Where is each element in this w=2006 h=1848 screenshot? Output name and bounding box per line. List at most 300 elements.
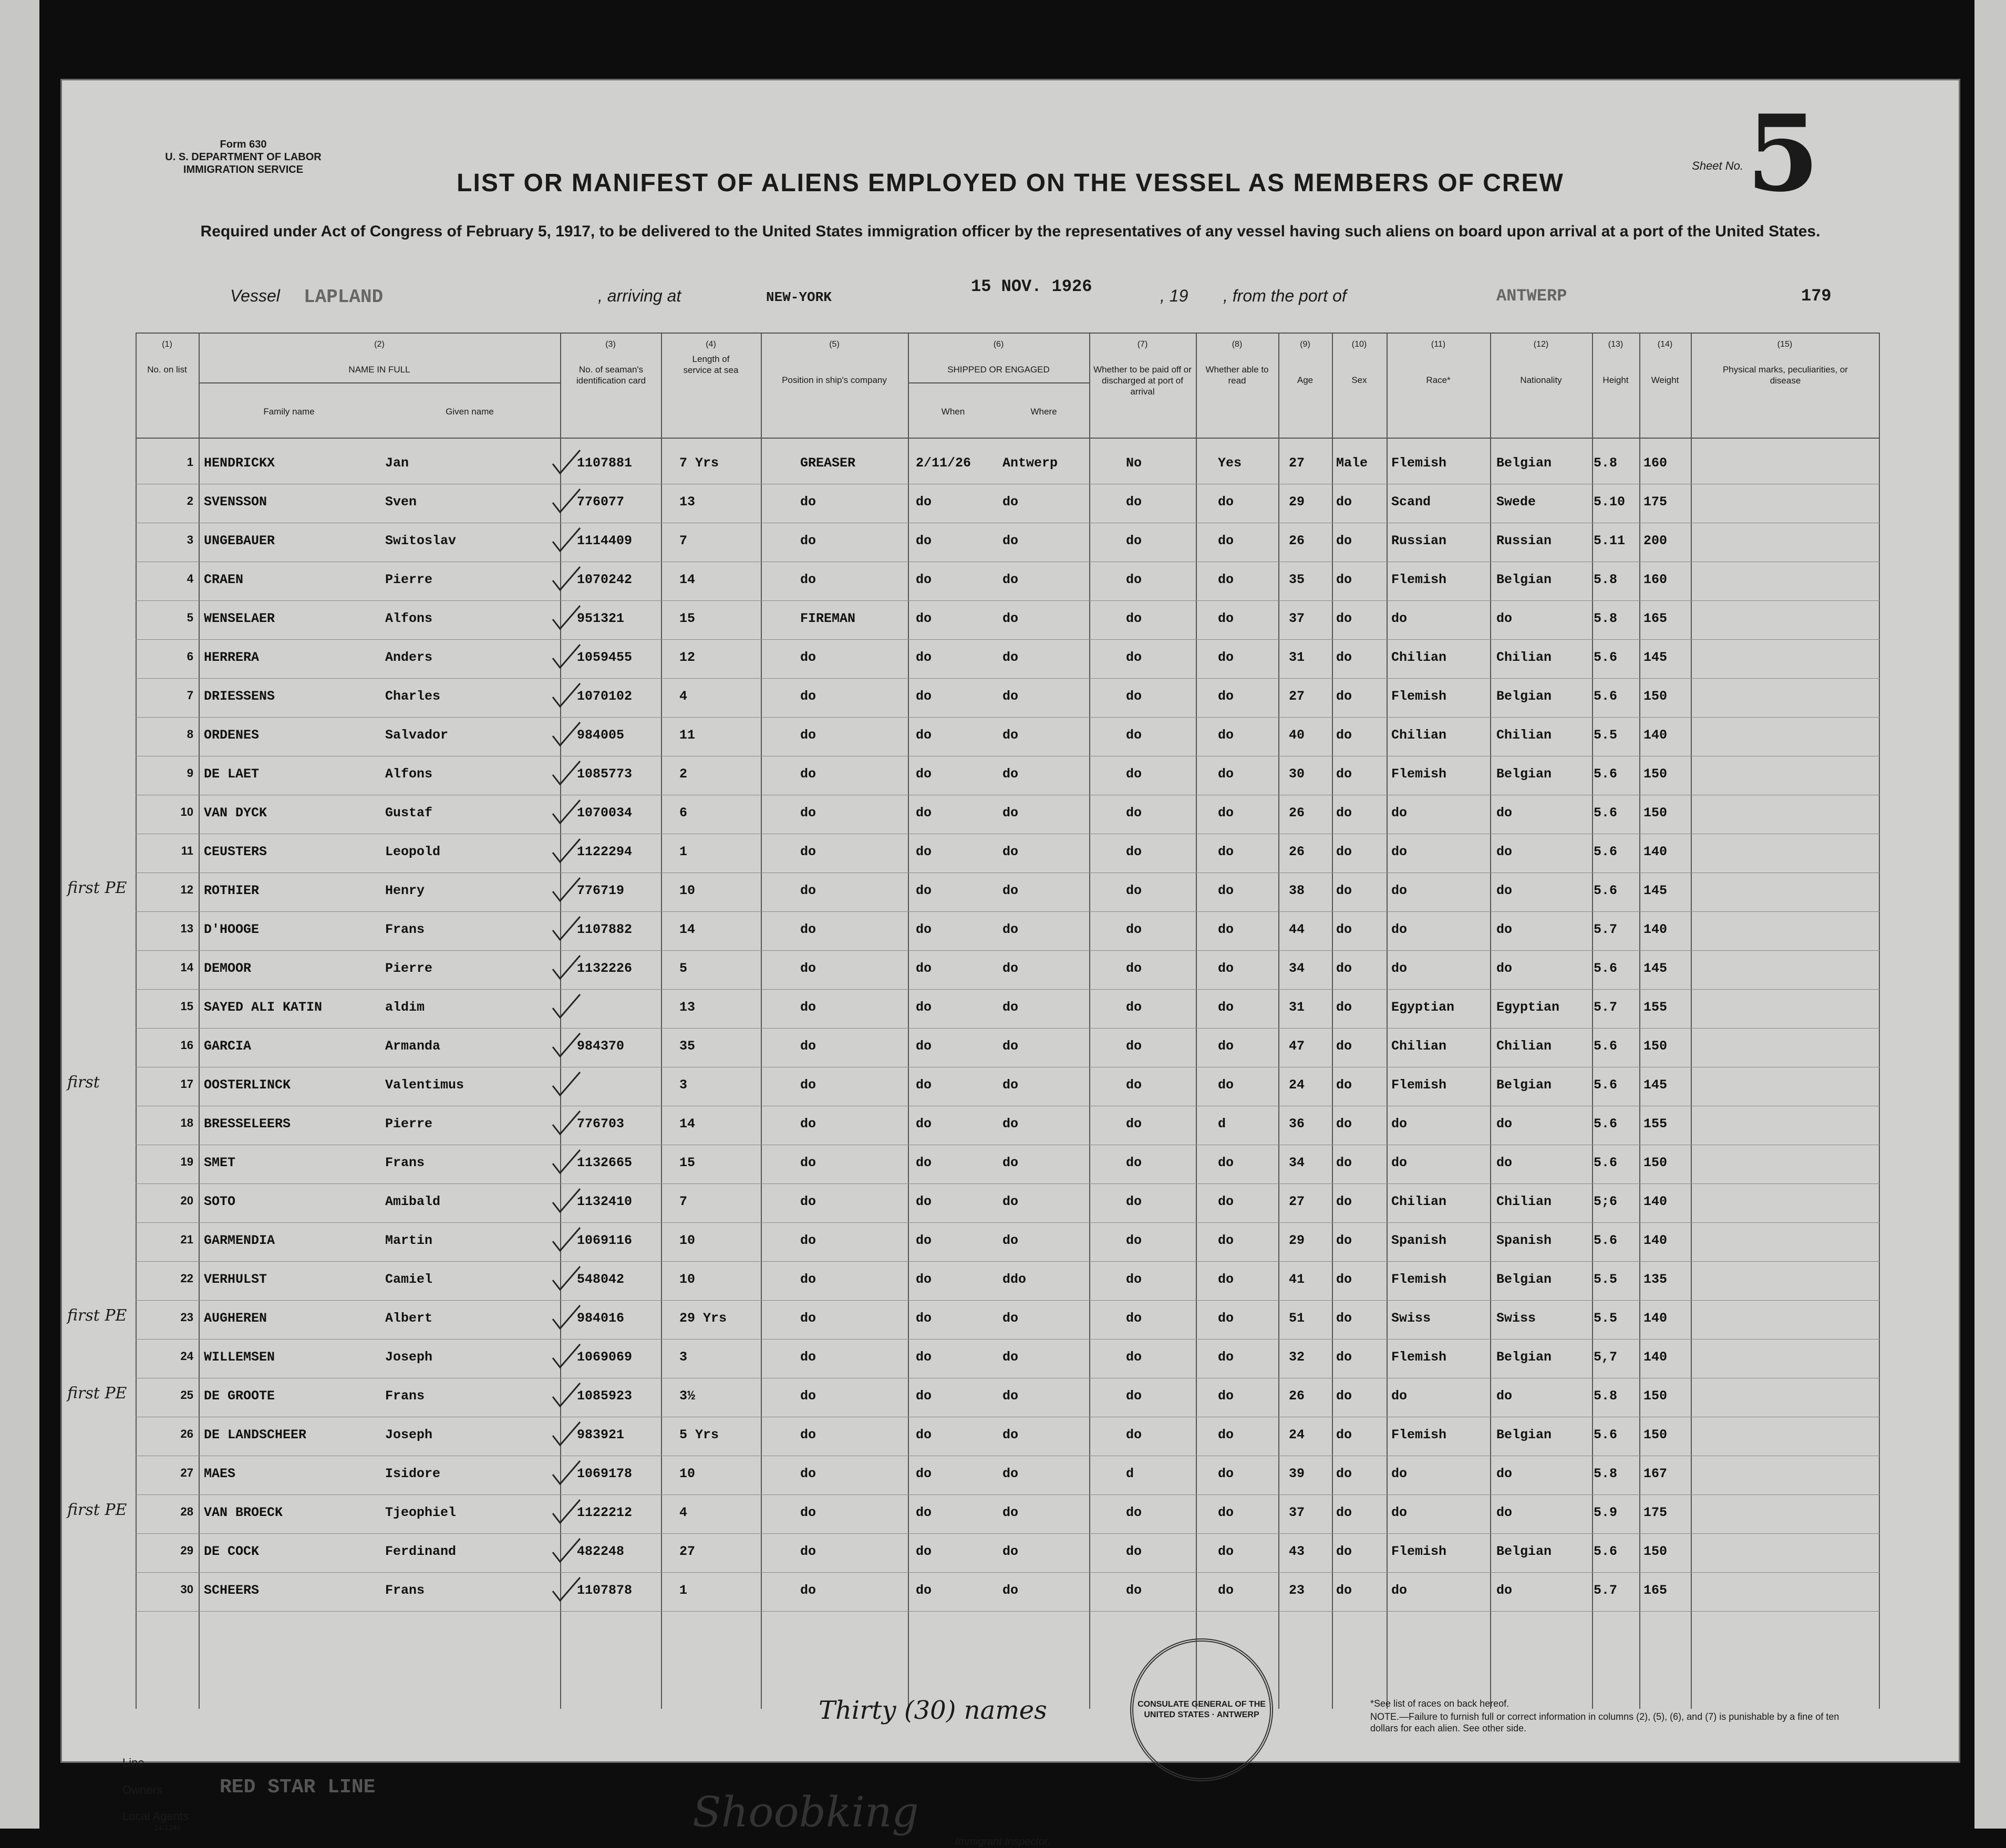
family-name-cell: SVENSSON (204, 494, 267, 510)
check-mark-icon (551, 1187, 577, 1213)
sex-cell: do (1336, 1311, 1352, 1326)
able-to-read-cell: do (1218, 844, 1234, 859)
header-sex: Sex (1351, 375, 1367, 385)
list-number-cell: 13 (180, 922, 193, 935)
height-cell: 5.6 (1594, 1233, 1618, 1248)
table-row (136, 445, 1880, 484)
ship-position-cell: do (800, 1466, 816, 1481)
weight-cell: 145 (1643, 961, 1668, 976)
list-number-cell: 14 (180, 961, 193, 974)
id-card-number-cell: 482248 (577, 1544, 625, 1559)
nationality-cell: Chilian (1496, 728, 1552, 743)
nationality-cell: Belgian (1496, 689, 1552, 704)
race-cell: do (1391, 1116, 1408, 1131)
form-code: 14-1240 (154, 1823, 181, 1832)
shipped-when-cell: do (916, 1311, 932, 1326)
column-number: (9) (1300, 340, 1310, 349)
weight-cell: 150 (1643, 1544, 1668, 1559)
service-length-cell: 15 (679, 611, 696, 626)
age-cell: 26 (1289, 533, 1305, 548)
sex-cell: do (1336, 533, 1352, 548)
paid-off-cell: do (1126, 1272, 1142, 1287)
table-row (136, 1533, 1880, 1573)
nationality-cell: Spanish (1496, 1233, 1552, 1248)
shipped-when-cell: do (916, 572, 932, 587)
nationality-cell: Chilian (1496, 1194, 1552, 1209)
check-mark-icon (551, 1264, 577, 1291)
age-cell: 40 (1289, 728, 1305, 743)
given-name-cell: Alfons (385, 766, 433, 782)
check-mark-icon (551, 837, 577, 863)
shipped-when-cell: do (916, 1155, 932, 1170)
id-card-number-cell: 1107881 (577, 455, 633, 471)
nationality-cell: Swede (1496, 494, 1536, 510)
shipped-when-cell: do (916, 1194, 932, 1209)
shipped-where-cell: do (1002, 844, 1019, 859)
sheet-number: 5 (1746, 92, 1819, 215)
race-cell: do (1391, 922, 1408, 937)
race-cell: do (1391, 883, 1408, 898)
given-name-cell: Leopold (385, 844, 441, 859)
height-cell: 5,7 (1594, 1349, 1618, 1365)
family-name-cell: CRAEN (204, 572, 244, 587)
race-cell: do (1391, 805, 1408, 821)
id-card-number-cell: 1085923 (577, 1388, 633, 1404)
header-shipped: SHIPPED OR ENGAGED (947, 365, 1050, 375)
race-cell: Swiss (1391, 1311, 1431, 1326)
table-row (136, 1222, 1880, 1262)
table-row (136, 834, 1880, 873)
able-to-read-cell: do (1218, 1544, 1234, 1559)
id-card-number-cell: 1085773 (577, 766, 633, 782)
column-number: (4) (706, 340, 716, 349)
table-row (136, 756, 1880, 795)
race-cell: Chilian (1391, 728, 1447, 743)
table-row (136, 873, 1880, 912)
ship-position-cell: do (800, 1505, 816, 1520)
ship-position-cell: do (800, 844, 816, 859)
given-name-cell: Switoslav (385, 533, 457, 548)
header-bottom-rule (136, 438, 1880, 439)
column-number: (5) (829, 340, 840, 349)
header-when: When (941, 407, 965, 417)
list-number-cell: 19 (180, 1155, 193, 1168)
age-cell: 39 (1289, 1466, 1305, 1481)
ship-position-cell: do (800, 572, 816, 587)
age-cell: 51 (1289, 1311, 1305, 1326)
shipped-when-cell: do (916, 844, 932, 859)
service-length-cell: 5 (679, 961, 688, 976)
height-cell: 5.6 (1594, 1427, 1618, 1442)
ship-position-cell: do (800, 961, 816, 976)
column-number: (10) (1351, 340, 1367, 349)
family-name-cell: SMET (204, 1155, 236, 1170)
ship-position-cell: do (800, 689, 816, 704)
paid-off-cell: do (1126, 689, 1142, 704)
service-length-cell: 1 (679, 844, 688, 859)
given-name-cell: Armanda (385, 1039, 441, 1054)
sex-cell: do (1336, 1116, 1352, 1131)
given-name-cell: Pierre (385, 961, 433, 976)
able-to-read-cell: do (1218, 1583, 1234, 1598)
race-cell: Flemish (1391, 455, 1447, 471)
shipped-where-cell: Antwerp (1002, 455, 1058, 471)
height-cell: 5.6 (1594, 844, 1618, 859)
id-card-number-cell: 776703 (577, 1116, 625, 1131)
family-name-cell: SCHEERS (204, 1583, 260, 1598)
height-cell: 5.7 (1594, 1583, 1618, 1598)
id-card-number-cell: 1070242 (577, 572, 633, 587)
ship-position-cell: do (800, 494, 816, 510)
nationality-cell: Belgian (1496, 1427, 1552, 1442)
sheet-label: Sheet No. (1692, 159, 1743, 172)
paid-off-cell: do (1126, 572, 1142, 587)
service-length-cell: 10 (679, 883, 696, 898)
sex-cell: do (1336, 650, 1352, 665)
race-cell: Flemish (1391, 766, 1447, 782)
height-cell: 5.6 (1594, 805, 1618, 821)
id-card-number-cell: 1069069 (577, 1349, 633, 1365)
able-to-read-cell: do (1218, 766, 1234, 782)
list-number-cell: 20 (180, 1194, 193, 1207)
check-mark-icon (551, 1536, 577, 1563)
given-name-cell: Charles (385, 689, 441, 704)
sex-cell: do (1336, 1077, 1352, 1093)
check-mark-icon (551, 1381, 577, 1407)
table-row (136, 1183, 1880, 1223)
arrival-date: 15 NOV. 1926 (971, 277, 1092, 296)
sex-cell: do (1336, 1466, 1352, 1481)
header-height: Height (1602, 375, 1629, 385)
weight-cell: 150 (1643, 1388, 1668, 1404)
line-label: Line (122, 1756, 144, 1769)
paid-off-cell: do (1126, 1000, 1142, 1015)
paid-off-cell: do (1126, 1583, 1142, 1598)
family-name-cell: WILLEMSEN (204, 1349, 275, 1365)
race-cell: do (1391, 844, 1408, 859)
penalty-note: NOTE.—Failure to furnish full or correct information in columns (2), (5), (6), and (7) is punishable by a fine of ten dollars for each alien. See other side. (1370, 1711, 1839, 1733)
paid-off-cell: do (1126, 728, 1142, 743)
nationality-cell: do (1496, 805, 1513, 821)
race-cell: Flemish (1391, 1077, 1447, 1093)
family-name-cell: OOSTERLINCK (204, 1077, 291, 1093)
check-mark-icon (551, 1070, 577, 1096)
shipped-when-cell: do (916, 689, 932, 704)
list-number-cell: 25 (180, 1388, 193, 1401)
consulate-seal (1130, 1638, 1273, 1781)
ship-position-cell: do (800, 1583, 816, 1598)
given-name-cell: Sven (385, 494, 417, 510)
given-name-cell: Henry (385, 883, 425, 898)
list-number-cell: 9 (187, 766, 193, 780)
race-cell: Flemish (1391, 572, 1447, 587)
header-service: Length of service at sea (683, 354, 739, 375)
table-row (136, 989, 1880, 1029)
family-name-cell: DEMOOR (204, 961, 252, 976)
id-card-number-cell: 1107878 (577, 1583, 633, 1598)
weight-cell: 175 (1643, 1505, 1668, 1520)
family-name-cell: MAES (204, 1466, 236, 1481)
paid-off-cell: do (1126, 1505, 1142, 1520)
family-name-cell: HENDRICKX (204, 455, 275, 471)
id-card-number-cell: 984370 (577, 1039, 625, 1054)
list-number-cell: 10 (180, 805, 193, 818)
nationality-cell: Belgian (1496, 572, 1552, 587)
family-name-cell: ROTHIER (204, 883, 260, 898)
table-row (136, 1378, 1880, 1417)
nationality-cell: do (1496, 1466, 1513, 1481)
list-number-cell: 22 (180, 1272, 193, 1285)
owners-label: Owners (122, 1783, 162, 1797)
age-cell: 43 (1289, 1544, 1305, 1559)
nationality-cell: Chilian (1496, 650, 1552, 665)
service-length-cell: 6 (679, 805, 688, 821)
service-length-cell: 15 (679, 1155, 696, 1170)
paid-off-cell: d (1126, 1466, 1134, 1481)
given-name-cell: Alfons (385, 611, 433, 626)
given-name-cell: Albert (385, 1311, 433, 1326)
nationality-cell: do (1496, 1116, 1513, 1131)
crew-table (136, 333, 1880, 1709)
id-card-number-cell: 776719 (577, 883, 625, 898)
family-name-cell: AUGHEREN (204, 1311, 267, 1326)
id-card-number-cell: 548042 (577, 1272, 625, 1287)
weight-cell: 140 (1643, 1311, 1668, 1326)
height-cell: 5.5 (1594, 1311, 1618, 1326)
family-name-cell: CEUSTERS (204, 844, 267, 859)
weight-cell: 150 (1643, 805, 1668, 821)
height-cell: 5.8 (1594, 455, 1618, 471)
able-to-read-cell: do (1218, 805, 1234, 821)
ship-position-cell: do (800, 1427, 816, 1442)
sex-cell: do (1336, 494, 1352, 510)
given-name-cell: aldim (385, 1000, 425, 1015)
list-number-cell: 2 (187, 494, 193, 507)
column-number: (15) (1777, 340, 1793, 349)
age-cell: 31 (1289, 1000, 1305, 1015)
ship-position-cell: do (800, 766, 816, 782)
list-number-cell: 11 (181, 844, 193, 857)
service-length-cell: 7 (679, 1194, 688, 1209)
list-number-cell: 5 (187, 611, 193, 624)
shipped-when-cell: do (916, 1077, 932, 1093)
id-card-number-cell: 776077 (577, 494, 625, 510)
margin-note: first (67, 1073, 100, 1092)
seal-text: CONSULATE GENERAL OF THE UNITED STATES · ANTWERP (1138, 1700, 1266, 1719)
weight-cell: 150 (1643, 1155, 1668, 1170)
able-to-read-cell: do (1218, 494, 1234, 510)
race-cell: do (1391, 1388, 1408, 1404)
check-mark-icon (551, 915, 577, 941)
margin-note: first PE (67, 1306, 127, 1325)
shipped-where-cell: do (1002, 961, 1019, 976)
paid-off-cell: do (1126, 805, 1142, 821)
able-to-read-cell: do (1218, 1427, 1234, 1442)
list-number-cell: 24 (180, 1349, 193, 1363)
family-name-cell: DRIESSENS (204, 689, 275, 704)
service-length-cell: 1 (679, 1583, 688, 1598)
sex-cell: do (1336, 1272, 1352, 1287)
id-card-number-cell: 1132665 (577, 1155, 633, 1170)
able-to-read-cell: do (1218, 1155, 1234, 1170)
check-mark-icon (551, 604, 577, 630)
header-paid-off: Whether to be paid off or discharged at port of arrival (1093, 365, 1192, 397)
height-cell: 5.6 (1594, 961, 1618, 976)
height-cell: 5.6 (1594, 689, 1618, 704)
nationality-cell: Swiss (1496, 1311, 1536, 1326)
height-cell: 5.10 (1594, 494, 1626, 510)
height-cell: 5.8 (1594, 611, 1618, 626)
shipped-when-cell: 2/11/26 (916, 455, 971, 471)
header-id-card: No. of seaman's identification card (576, 365, 646, 386)
race-cell: Chilian (1391, 650, 1447, 665)
height-cell: 5.6 (1594, 1544, 1618, 1559)
able-to-read-cell: do (1218, 883, 1234, 898)
sex-cell: do (1336, 1349, 1352, 1365)
service-length-cell: 13 (679, 494, 696, 510)
table-row (136, 1067, 1880, 1106)
list-number-cell: 6 (187, 650, 193, 663)
able-to-read-cell: d (1218, 1116, 1226, 1131)
paid-off-cell: do (1126, 844, 1142, 859)
nationality-cell: Russian (1496, 533, 1552, 548)
service-length-cell: 11 (679, 728, 696, 743)
check-mark-icon (551, 1420, 577, 1446)
weight-cell: 175 (1643, 494, 1668, 510)
race-cell: Scand (1391, 494, 1431, 510)
nationality-cell: do (1496, 611, 1513, 626)
manifest-subtitle: Required under Act of Congress of February 5, 1917, to be delivered to the United States immigration officer by the representatives of any vessel having such aliens on board upon arrival at a port of the United States. (200, 223, 1821, 240)
age-cell: 31 (1289, 650, 1305, 665)
page-number: 179 (1801, 286, 1832, 306)
weight-cell: 150 (1643, 1039, 1668, 1054)
shipped-when-cell: do (916, 883, 932, 898)
race-cell: do (1391, 961, 1408, 976)
shipped-where-cell: do (1002, 1233, 1019, 1248)
shipped-where-cell: do (1002, 650, 1019, 665)
given-name-cell: Salvador (385, 728, 449, 743)
weight-cell: 150 (1643, 689, 1668, 704)
ship-position-cell: do (800, 1233, 816, 1248)
family-name-cell: VAN BROECK (204, 1505, 283, 1520)
height-cell: 5.8 (1594, 1388, 1618, 1404)
check-mark-icon (551, 759, 577, 785)
from-port-label: , from the port of (1223, 286, 1347, 305)
shipped-when-cell: do (916, 1116, 932, 1131)
column-number: (11) (1431, 340, 1446, 349)
paid-off-cell: do (1126, 533, 1142, 548)
family-name-cell: SAYED ALI KATIN (204, 1000, 323, 1015)
weight-cell: 155 (1643, 1116, 1668, 1131)
sex-cell: do (1336, 1544, 1352, 1559)
ship-position-cell: do (800, 805, 816, 821)
age-cell: 47 (1289, 1039, 1305, 1054)
shipped-where-cell: do (1002, 1039, 1019, 1054)
race-cell: do (1391, 1466, 1408, 1481)
height-cell: 5.6 (1594, 1077, 1618, 1093)
check-mark-icon (551, 1459, 577, 1485)
ship-position-cell: do (800, 1544, 816, 1559)
height-cell: 5.6 (1594, 1039, 1618, 1054)
able-to-read-cell: Yes (1218, 455, 1242, 471)
service-length-cell: 3 (679, 1077, 688, 1093)
header-given-name: Given name (446, 407, 494, 417)
given-name-cell: Frans (385, 1583, 425, 1598)
shipped-when-cell: do (916, 1544, 932, 1559)
given-name-cell: Frans (385, 1155, 425, 1170)
check-mark-icon (551, 1342, 577, 1368)
shipped-where-cell: do (1002, 1311, 1019, 1326)
list-number-cell: 27 (180, 1466, 193, 1479)
age-cell: 29 (1289, 1233, 1305, 1248)
family-name-cell: DE LANDSCHEER (204, 1427, 307, 1442)
year-label: , 19 (1160, 286, 1188, 305)
column-number: (1) (162, 340, 172, 349)
vessel-label: Vessel (230, 286, 280, 305)
id-card-number-cell: 984016 (577, 1311, 625, 1326)
race-cell: Flemish (1391, 1427, 1447, 1442)
shipped-when-cell: do (916, 611, 932, 626)
height-cell: 5.7 (1594, 1000, 1618, 1015)
able-to-read-cell: do (1218, 611, 1234, 626)
able-to-read-cell: do (1218, 533, 1234, 548)
service-length-cell: 5 Yrs (679, 1427, 719, 1442)
given-name-cell: Frans (385, 922, 425, 937)
family-name-cell: SOTO (204, 1194, 236, 1209)
height-cell: 5.6 (1594, 650, 1618, 665)
list-number-cell: 4 (187, 572, 193, 585)
list-number-cell: 16 (180, 1039, 193, 1052)
ship-position-cell: do (800, 1194, 816, 1209)
given-name-cell: Joseph (385, 1349, 433, 1365)
owners-stamp: RED STAR LINE (220, 1776, 376, 1799)
list-number-cell: 7 (187, 689, 193, 702)
weight-cell: 145 (1643, 650, 1668, 665)
margin-note: first PE (67, 879, 127, 897)
check-mark-icon (551, 1575, 577, 1602)
check-mark-icon (551, 565, 577, 591)
age-cell: 26 (1289, 844, 1305, 859)
column-number: (14) (1657, 340, 1673, 349)
shipped-where-cell: do (1002, 1000, 1019, 1015)
able-to-read-cell: do (1218, 1077, 1234, 1093)
given-name-cell: Joseph (385, 1427, 433, 1442)
nationality-cell: do (1496, 1505, 1513, 1520)
paid-off-cell: do (1126, 1116, 1142, 1131)
id-card-number-cell: 983921 (577, 1427, 625, 1442)
id-card-number-cell: 1070102 (577, 689, 633, 704)
paid-off-cell: do (1126, 883, 1142, 898)
given-name-cell: Pierre (385, 1116, 433, 1131)
service-length-cell: 10 (679, 1466, 696, 1481)
shipped-where-cell: do (1002, 922, 1019, 937)
weight-cell: 140 (1643, 1233, 1668, 1248)
column-number: (6) (993, 340, 1004, 349)
local-agents-label: Local Agents (122, 1810, 189, 1823)
paid-off-cell: do (1126, 1233, 1142, 1248)
table-row (136, 950, 1880, 990)
shipped-when-cell: do (916, 805, 932, 821)
weight-cell: 140 (1643, 728, 1668, 743)
list-number-cell: 26 (180, 1427, 193, 1440)
check-mark-icon (551, 798, 577, 824)
table-row (136, 795, 1880, 834)
weight-cell: 167 (1643, 1466, 1668, 1481)
able-to-read-cell: do (1218, 1000, 1234, 1015)
shipped-where-cell: do (1002, 883, 1019, 898)
sex-cell: do (1336, 1039, 1352, 1054)
nationality-cell: Belgian (1496, 766, 1552, 782)
